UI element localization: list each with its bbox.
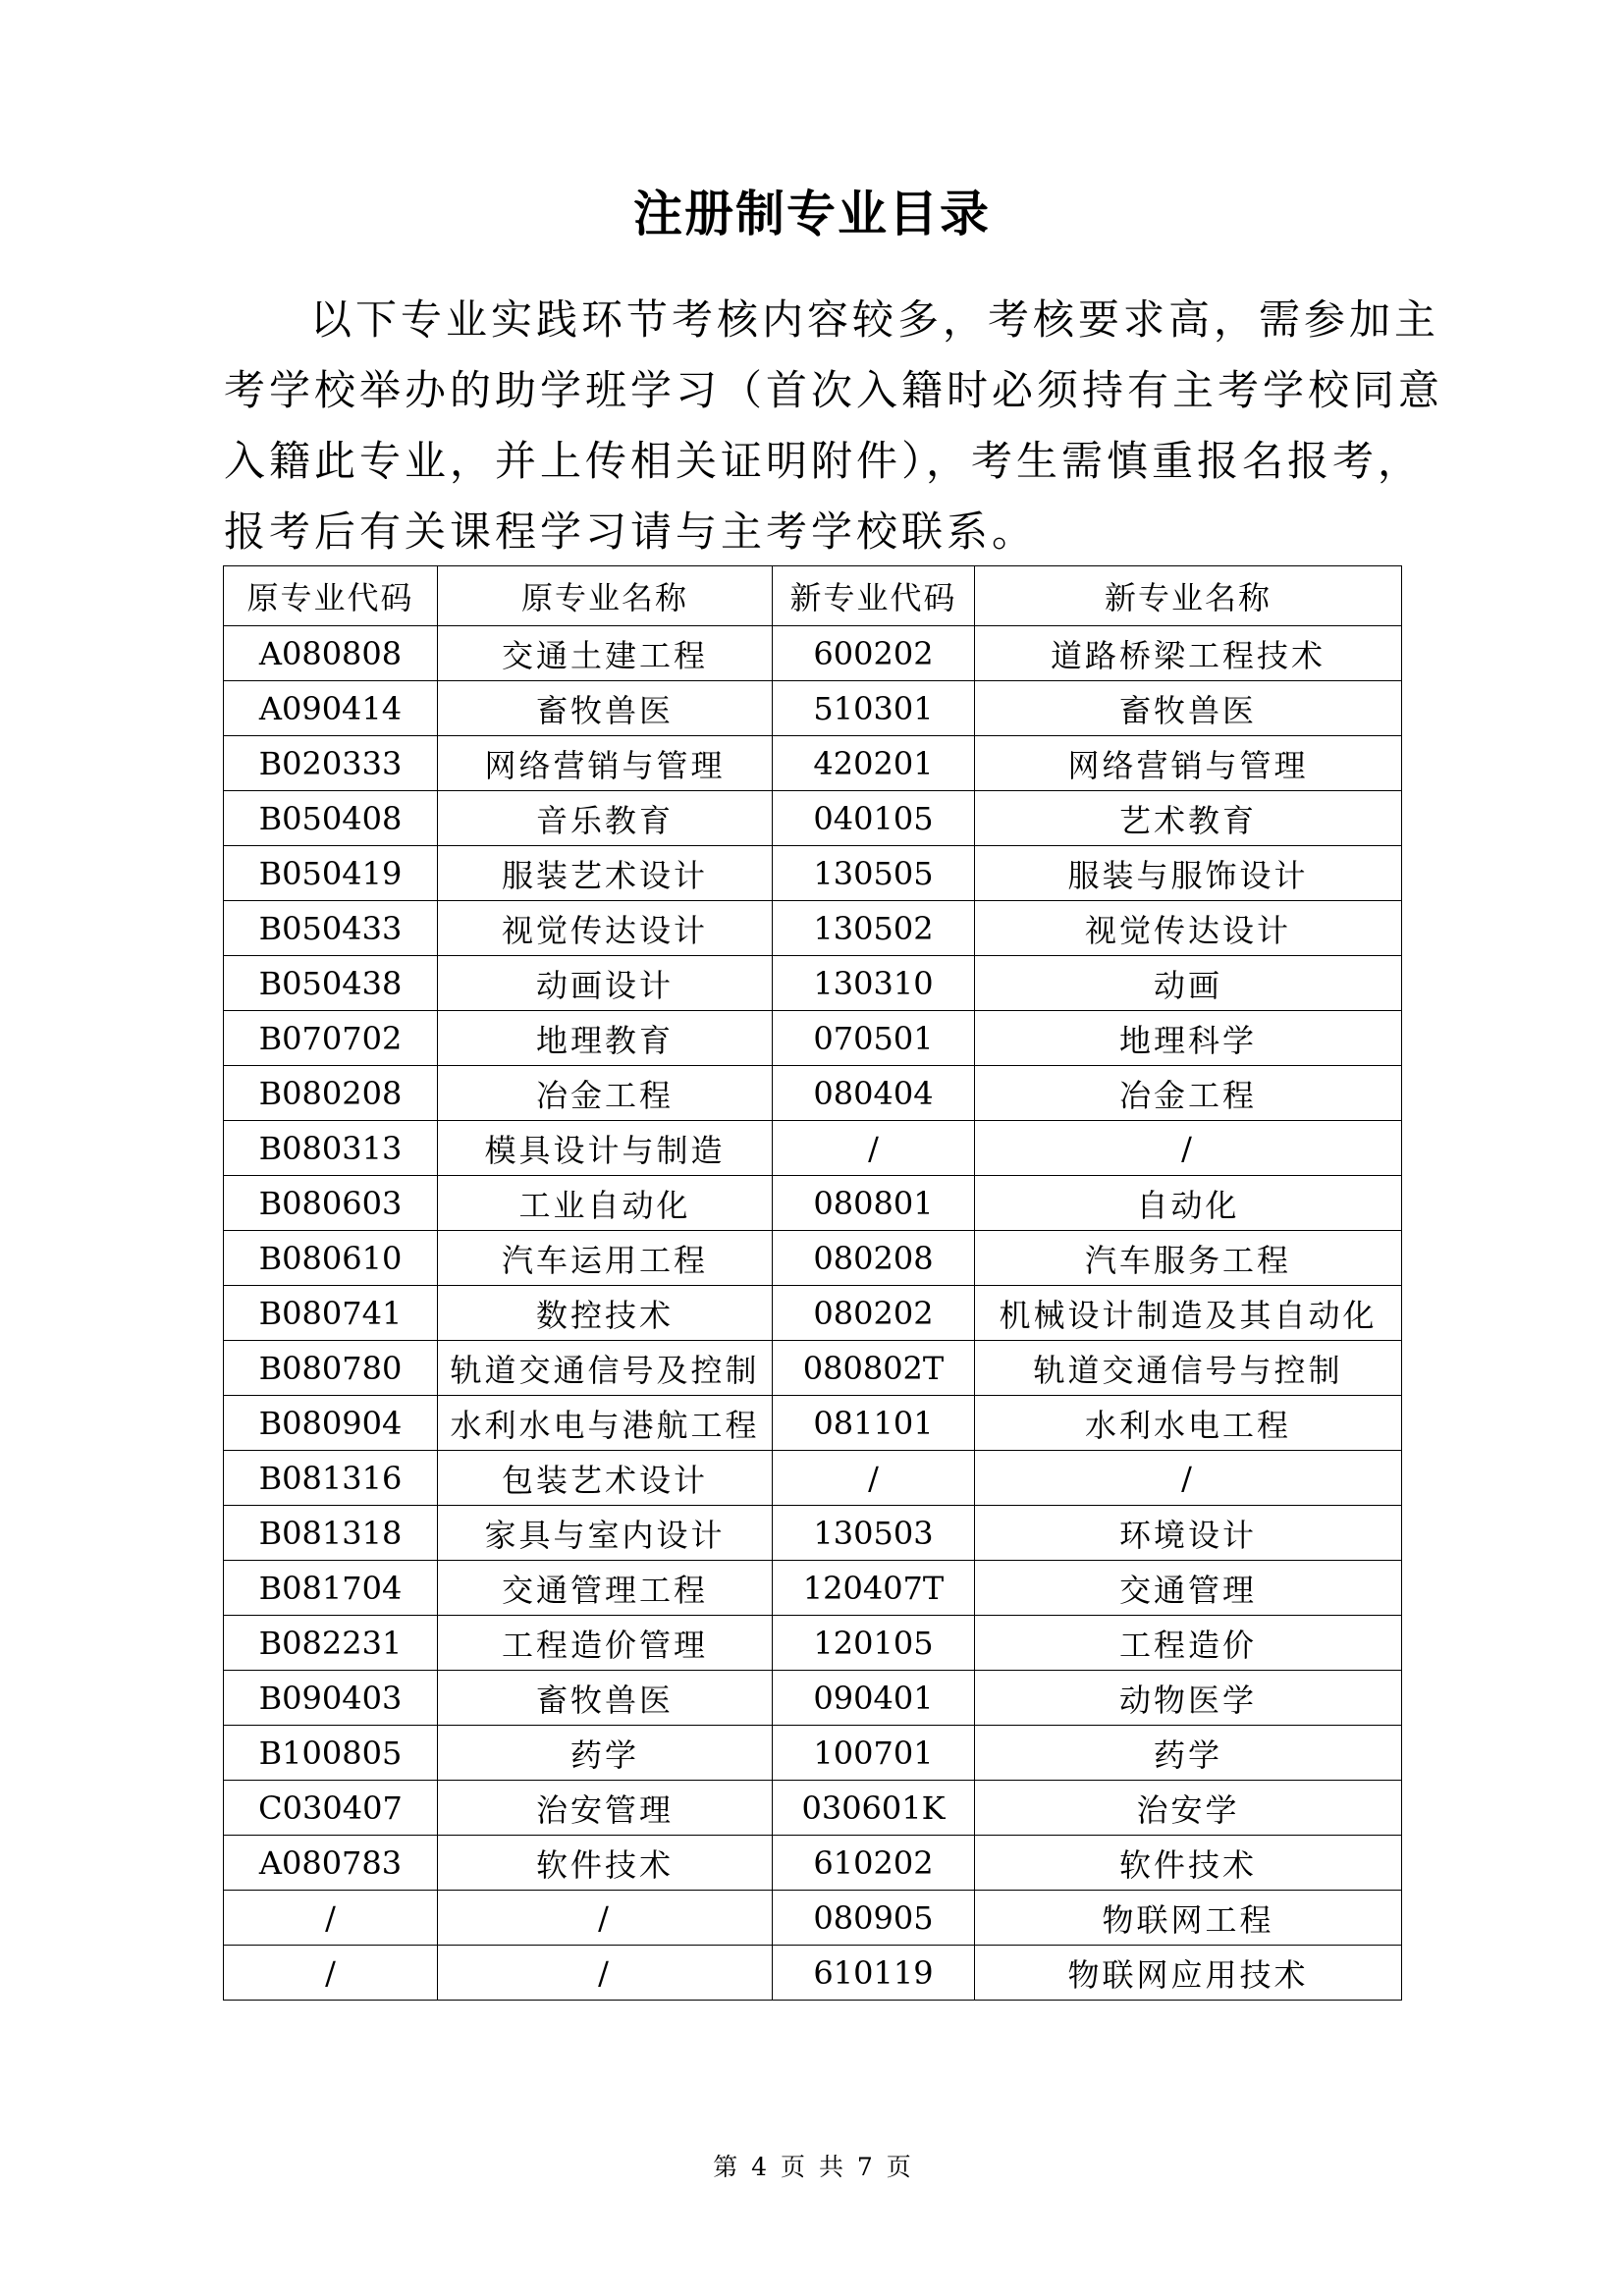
cell-old-code: B050419: [224, 846, 438, 901]
cell-old-code: A080783: [224, 1836, 438, 1891]
cell-old-code: B050438: [224, 956, 438, 1011]
cell-new-name: 畜牧兽医: [975, 681, 1402, 736]
table-row: [224, 901, 1402, 956]
cell-old-name: 服装艺术设计: [438, 846, 773, 901]
table-row: [224, 681, 1402, 736]
table-row: [224, 1781, 1402, 1836]
cell-old-code: B090403: [224, 1671, 438, 1726]
cell-new-code: 080404: [773, 1066, 975, 1121]
cell-old-name: 轨道交通信号及控制: [438, 1341, 773, 1396]
cell-new-code: 600202: [773, 626, 975, 681]
cell-old-code: B080780: [224, 1341, 438, 1396]
cell-old-code: B080603: [224, 1176, 438, 1231]
table-body: [224, 626, 1402, 2001]
cell-new-code: 080208: [773, 1231, 975, 1286]
cell-new-code: 420201: [773, 736, 975, 791]
cell-new-name: 物联网应用技术: [975, 1946, 1402, 2001]
cell-new-name: 艺术教育: [975, 791, 1402, 846]
cell-old-code: B080741: [224, 1286, 438, 1341]
table-row: [224, 1011, 1402, 1066]
cell-old-name: 动画设计: [438, 956, 773, 1011]
cell-old-code: B070702: [224, 1011, 438, 1066]
cell-old-name: 网络营销与管理: [438, 736, 773, 791]
cell-new-name: 服装与服饰设计: [975, 846, 1402, 901]
cell-new-code: 080905: [773, 1891, 975, 1946]
cell-new-name: 药学: [975, 1726, 1402, 1781]
table-row: [224, 1396, 1402, 1451]
cell-new-code: 610202: [773, 1836, 975, 1891]
cell-old-code: B080313: [224, 1121, 438, 1176]
intro-paragraph: [224, 285, 1444, 567]
cell-old-name: 汽车运用工程: [438, 1231, 773, 1286]
cell-old-code: B080208: [224, 1066, 438, 1121]
cell-new-name: 动物医学: [975, 1671, 1402, 1726]
cell-old-name: 家具与室内设计: [438, 1506, 773, 1561]
cell-new-name: 水利水电工程: [975, 1396, 1402, 1451]
cell-old-name: 药学: [438, 1726, 773, 1781]
cell-old-code: B050433: [224, 901, 438, 956]
cell-new-name: 汽车服务工程: [975, 1231, 1402, 1286]
cell-old-code: A080808: [224, 626, 438, 681]
header-old-code: 原专业代码: [224, 566, 438, 626]
cell-new-name: 轨道交通信号与控制: [975, 1341, 1402, 1396]
table-row: [224, 1726, 1402, 1781]
cell-old-code: C030407: [224, 1781, 438, 1836]
cell-new-code: 100701: [773, 1726, 975, 1781]
cell-old-code: B082231: [224, 1616, 438, 1671]
major-catalog-table: [223, 565, 1402, 2001]
cell-old-name: 工程造价管理: [438, 1616, 773, 1671]
cell-old-name: 模具设计与制造: [438, 1121, 773, 1176]
cell-new-name: 地理科学: [975, 1011, 1402, 1066]
intro-line: 以下专业实践环节考核内容较多，考核要求高，需参加主: [310, 295, 1440, 344]
cell-old-code: B081316: [224, 1451, 438, 1506]
cell-new-name: 视觉传达设计: [975, 901, 1402, 956]
table-row: [224, 956, 1402, 1011]
cell-new-code: 130503: [773, 1506, 975, 1561]
cell-new-name: 冶金工程: [975, 1066, 1402, 1121]
cell-old-name: 软件技术: [438, 1836, 773, 1891]
cell-old-code: /: [224, 1891, 438, 1946]
cell-new-code: 030601K: [773, 1781, 975, 1836]
cell-old-code: B100805: [224, 1726, 438, 1781]
cell-new-code: 080801: [773, 1176, 975, 1231]
cell-new-name: 自动化: [975, 1176, 1402, 1231]
table-row: [224, 1616, 1402, 1671]
cell-new-code: 130310: [773, 956, 975, 1011]
table-row: [224, 1561, 1402, 1616]
table-row: [224, 1671, 1402, 1726]
cell-old-name: /: [438, 1891, 773, 1946]
cell-old-name: 畜牧兽医: [438, 681, 773, 736]
cell-new-name: 工程造价: [975, 1616, 1402, 1671]
cell-new-name: /: [975, 1121, 1402, 1176]
table-row: [224, 1451, 1402, 1506]
cell-new-code: 081101: [773, 1396, 975, 1451]
cell-new-name: 网络营销与管理: [975, 736, 1402, 791]
cell-new-code: 070501: [773, 1011, 975, 1066]
cell-old-name: 畜牧兽医: [438, 1671, 773, 1726]
table-header-row: [224, 566, 1402, 626]
table-row: [224, 1836, 1402, 1891]
cell-new-name: 道路桥梁工程技术: [975, 626, 1402, 681]
cell-old-code: B081318: [224, 1506, 438, 1561]
cell-old-code: B081704: [224, 1561, 438, 1616]
cell-new-name: 治安学: [975, 1781, 1402, 1836]
cell-new-code: /: [773, 1451, 975, 1506]
cell-new-name: 环境设计: [975, 1506, 1402, 1561]
cell-old-name: 交通土建工程: [438, 626, 773, 681]
cell-old-name: /: [438, 1946, 773, 2001]
cell-old-name: 数控技术: [438, 1286, 773, 1341]
cell-old-name: 治安管理: [438, 1781, 773, 1836]
intro-line: 考学校举办的助学班学习（首次入籍时必须持有主考学校同意: [224, 366, 1444, 414]
cell-new-name: 交通管理: [975, 1561, 1402, 1616]
cell-new-code: 610119: [773, 1946, 975, 2001]
cell-new-code: 080202: [773, 1286, 975, 1341]
table-row: [224, 1506, 1402, 1561]
cell-old-name: 工业自动化: [438, 1176, 773, 1231]
cell-old-name: 包装艺术设计: [438, 1451, 773, 1506]
cell-new-code: 510301: [773, 681, 975, 736]
table-row: [224, 1891, 1402, 1946]
cell-old-code: B080904: [224, 1396, 438, 1451]
table-row: [224, 1066, 1402, 1121]
page-number: 第 4 页 共 7 页: [713, 2153, 911, 2181]
header-old-name: 原专业名称: [438, 566, 773, 626]
cell-new-code: 130505: [773, 846, 975, 901]
cell-new-name: /: [975, 1451, 1402, 1506]
cell-old-code: B050408: [224, 791, 438, 846]
table-row: [224, 1286, 1402, 1341]
table-row: [224, 1231, 1402, 1286]
table-row: [224, 736, 1402, 791]
cell-new-code: 120105: [773, 1616, 975, 1671]
cell-new-name: 物联网工程: [975, 1891, 1402, 1946]
table-row: [224, 1341, 1402, 1396]
header-new-code: 新专业代码: [773, 566, 975, 626]
cell-new-name: 机械设计制造及其自动化: [975, 1286, 1402, 1341]
cell-old-name: 视觉传达设计: [438, 901, 773, 956]
page-title: 注册制专业目录: [633, 185, 991, 242]
cell-old-name: 地理教育: [438, 1011, 773, 1066]
cell-new-name: 动画: [975, 956, 1402, 1011]
cell-old-code: B020333: [224, 736, 438, 791]
cell-old-code: A090414: [224, 681, 438, 736]
table-row: [224, 846, 1402, 901]
table-row: [224, 626, 1402, 681]
cell-new-code: /: [773, 1121, 975, 1176]
cell-old-name: 音乐教育: [438, 791, 773, 846]
cell-new-code: 040105: [773, 791, 975, 846]
cell-old-code: /: [224, 1946, 438, 2001]
cell-new-code: 090401: [773, 1671, 975, 1726]
table-row: [224, 1946, 1402, 2001]
table-row: [224, 1176, 1402, 1231]
cell-old-name: 水利水电与港航工程: [438, 1396, 773, 1451]
table-row: [224, 1121, 1402, 1176]
cell-old-name: 冶金工程: [438, 1066, 773, 1121]
cell-new-code: 080802T: [773, 1341, 975, 1396]
intro-line: 入籍此专业，并上传相关证明附件），考生需慎重报名报考，: [224, 437, 1424, 485]
table-row: [224, 791, 1402, 846]
intro-line: 报考后有关课程学习请与主考学校联系。: [224, 507, 1038, 556]
cell-old-code: B080610: [224, 1231, 438, 1286]
header-new-name: 新专业名称: [975, 566, 1402, 626]
cell-old-name: 交通管理工程: [438, 1561, 773, 1616]
cell-new-code: 120407T: [773, 1561, 975, 1616]
cell-new-code: 130502: [773, 901, 975, 956]
cell-new-name: 软件技术: [975, 1836, 1402, 1891]
